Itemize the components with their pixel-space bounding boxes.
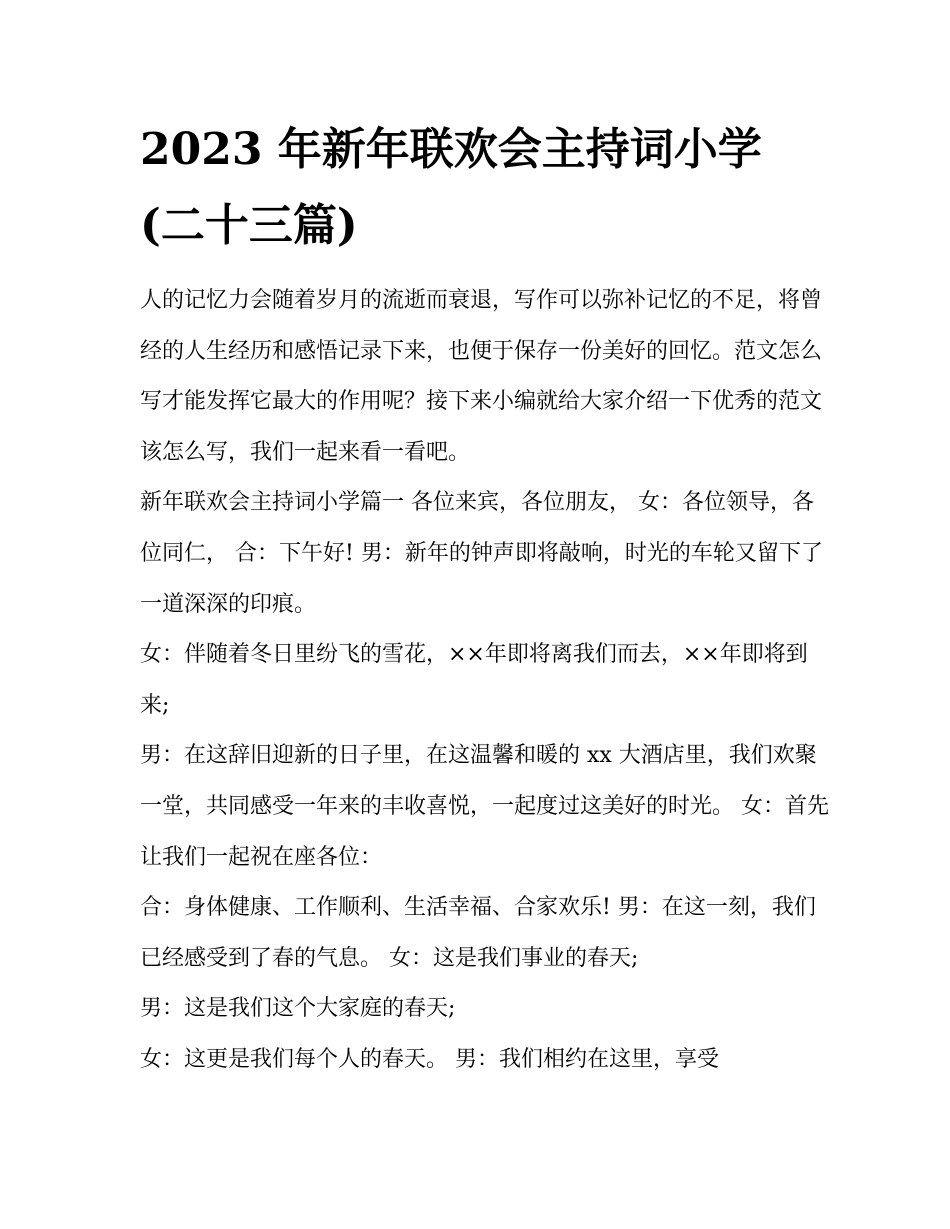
paragraph-opening: 新年联欢会主持词小学篇一 各位来宾，各位朋友， 女：各位领导，各位同仁， 合：下午好! 男：新年的钟声即将敲响，时光的车轮又留下了一道深深的印痕。 <box>140 490 823 617</box>
title-line-1: 2023 年新年联欢会主持词小学 <box>140 124 762 175</box>
paragraph-female-2: 女：这更是我们每个人的春天。 男：我们相约在这里，享受 <box>140 1046 719 1072</box>
title-line-2: (二十三篇) <box>140 200 358 251</box>
document-body <box>140 276 830 1086</box>
paragraph-female-1: 女：伴随着冬日里纷飞的雪花，××年即将离我们而去，××年即将到来; <box>140 642 808 718</box>
paragraph-male-2: 男：这是我们这个大家庭的春天; <box>140 996 456 1022</box>
paragraph-together-1: 合：身体健康、工作顺利、生活幸福、合家欢乐! 男：在这一刻，我们已经感受到了春的气息。 女：这是我们事业的春天; <box>140 895 816 971</box>
paragraph-male-1: 男：在这辞旧迎新的日子里，在这温馨和暖的 xx 大酒店里，我们欢聚一堂，共同感受一年来的丰收喜悦，一起度过这美好的时光。 女：首先让我们一起祝在座各位： <box>140 743 829 870</box>
document-title <box>140 112 820 264</box>
paragraph-intro: 人的记忆力会随着岁月的流逝而衰退，写作可以弥补记忆的不足，将曾经的人生经历和感悟记录下来，也便于保存一份美好的回忆。范文怎么写才能发挥它最大的作用呢？接下来小编就给大家介绍一下优秀的范文该怎么写，我们一起来看一看吧。 <box>140 288 823 465</box>
